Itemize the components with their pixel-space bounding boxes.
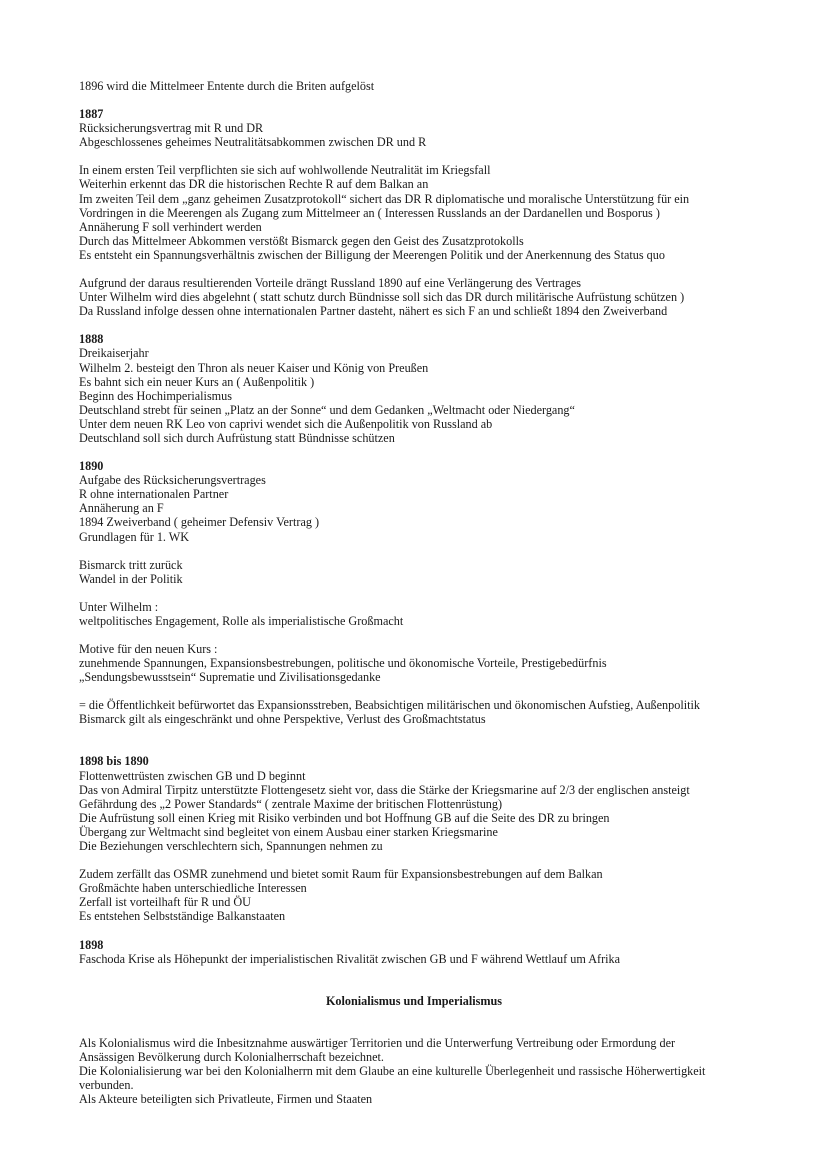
spacer: [79, 445, 749, 459]
text-line: Deutschland soll sich durch Aufrüstung statt Bündnisse schützen: [79, 430, 395, 445]
text-line: Weiterhin erkennt das DR die historischen Rechte R auf dem Balkan an: [79, 177, 429, 192]
text-line: Annäherung an F: [79, 501, 164, 516]
text-line: Es entstehen Selbstständige Balkanstaaten: [79, 909, 286, 924]
text-line: Großmächte haben unterschiedliche Interessen: [79, 881, 307, 896]
text-line: Faschoda Krise als Höhepunkt der imperialistischen Rivalität zwischen GB und F während Wettlauf um Afrika: [79, 951, 621, 966]
spacer: [79, 966, 749, 994]
text-line: Es bahnt sich ein neuer Kurs an ( Außenpolitik ): [79, 374, 315, 389]
text-line: 1896 wird die Mittelmeer Entente durch die Briten aufgelöst: [79, 79, 375, 93]
text-line: Im zweiten Teil dem „ganz geheimen Zusatzprotokoll“ sichert das DR R diplomatische und moralische Unterstützung für ein: [79, 191, 690, 206]
spacer: [79, 684, 749, 698]
text-line: Annäherung F soll verhindert werden: [79, 219, 262, 234]
spacer: [79, 1008, 749, 1036]
text-line: 1894 Zweiverband ( geheimer Defensiv Vertrag ): [79, 515, 320, 530]
spacer: [79, 544, 749, 558]
text-line: Die Kolonialisierung war bei den Kolonialherrn mit dem Glaube an eine kulturelle Überlegenheit und rassische Höherwertigkeit: [79, 1063, 706, 1078]
text-line: Motive für den neuen Kurs :: [79, 642, 218, 656]
text-line: Deutschland strebt für seinen „Platz an der Sonne“ und dem Gedanken „Weltmacht oder Niedergang“: [79, 402, 575, 417]
text-line: Gefährdung des „2 Power Standards“ ( zentrale Maxime der britischen Flottenrüstung): [79, 796, 503, 811]
text-line: Unter dem neuen RK Leo von caprivi wendet sich die Außenpolitik von Russland ab: [79, 416, 493, 431]
spacer: [79, 262, 749, 276]
text-line: Rücksicherungsvertrag mit R und DR: [79, 121, 264, 136]
text-line: Grundlagen für 1. WK: [79, 529, 190, 544]
text-line: Die Beziehungen verschlechtern sich, Spannungen nehmen zu: [79, 839, 383, 854]
spacer: [79, 628, 749, 642]
section-heading: 1898 bis 1890: [79, 754, 149, 769]
text-line: Als Kolonialismus wird die Inbesitznahme auswärtiger Territorien und die Unterwerfung Vertreibung oder Ermordung der: [79, 1035, 676, 1050]
chapter-title: Kolonialismus und Imperialismus: [325, 993, 503, 1008]
text-line: R ohne internationalen Partner: [79, 487, 229, 502]
text-line: „Sendungsbewusstsein“ Suprematie und Zivilisationsgedanke: [79, 670, 381, 685]
spacer: [79, 726, 749, 754]
spacer: [79, 149, 749, 163]
text-line: Zudem zerfällt das OSMR zunehmend und bietet somit Raum für Expansionsbestrebungen auf dem Balkan: [79, 867, 603, 882]
text-line: Die Aufrüstung soll einen Krieg mit Risiko verbinden und bot Hoffnung GB auf die Seite des DR zu bringen: [79, 810, 610, 825]
spacer: [79, 853, 749, 867]
text-line: In einem ersten Teil verpflichten sie sich auf wohlwollende Neutralität im Kriegsfall: [79, 163, 491, 178]
text-line: Als Akteure beteiligten sich Privatleute, Firmen und Staaten: [79, 1092, 373, 1107]
text-line: Durch das Mittelmeer Abkommen verstößt Bismarck gegen den Geist des Zusatzprotokolls: [79, 233, 524, 248]
text-line: Aufgabe des Rücksicherungsvertrages: [79, 473, 266, 488]
text-line: Wandel in der Politik: [79, 571, 183, 586]
text-line: zunehmende Spannungen, Expansionsbestrebungen, politische und ökonomische Vorteile, Prestigebedürfnis: [79, 656, 607, 671]
section-heading: 1888: [79, 332, 104, 347]
spacer: [79, 924, 749, 938]
text-line: Aufgrund der daraus resultierenden Vorteile drängt Russland 1890 auf eine Verlängerung des Vertrages: [79, 276, 582, 291]
spacer: [79, 586, 749, 600]
text-line: = die Öffentlichkeit befürwortet das Expansionsstreben, Beabsichtigen militärischen und ökonomischen Aufstieg, Außenpolitik: [79, 698, 700, 713]
text-line: Unter Wilhelm :: [79, 599, 159, 614]
text-line: Übergang zur Weltmacht sind begleitet von einem Ausbau einer starken Kriegsmarine: [79, 824, 498, 839]
text-line: Abgeschlossenes geheimes Neutralitätsabkommen zwischen DR und R: [79, 135, 427, 150]
section-heading: 1890: [79, 459, 104, 474]
text-line: Beginn des Hochimperialismus: [79, 388, 232, 403]
spacer: [79, 318, 749, 332]
text-line: Unter Wilhelm wird dies abgelehnt ( statt schutz durch Bündnisse soll sich das DR durch militärische Aufrüstung schützen ): [79, 290, 685, 305]
text-line: verbunden.: [79, 1078, 134, 1093]
text-line: weltpolitisches Engagement, Rolle als imperialistische Großmacht: [79, 613, 404, 628]
text-line: Bismarck gilt als eingeschränkt und ohne Perspektive, Verlust des Großmachtstatus: [79, 712, 486, 727]
text-line: Bismarck tritt zurück: [79, 557, 183, 572]
spacer: [79, 93, 749, 107]
text-line: Flottenwettrüsten zwischen GB und D beginnt: [79, 768, 306, 783]
text-line: Da Russland infolge dessen ohne internationalen Partner dasteht, nähert es sich F an und schließt 1894 den Zweiverband: [79, 304, 668, 319]
text-line: Zerfall ist vorteilhaft für R und ÖU: [79, 895, 251, 910]
text-line: Das von Admiral Tirpitz unterstützte Flottengesetz sieht vor, dass die Stärke der Kriegsmarine auf 2/3 der englischen ansteigt: [79, 782, 690, 797]
text-line: Vordringen in die Meerengen als Zugang zum Mittelmeer an ( Interessen Russlands an der Dardanellen und Bosporus ): [79, 205, 660, 220]
section-heading: 1898: [79, 937, 104, 952]
section-heading: 1887: [79, 107, 104, 122]
text-line: Wilhelm 2. besteigt den Thron als neuer Kaiser und König von Preußen: [79, 360, 429, 375]
text-line: Dreikaiserjahr: [79, 346, 149, 361]
text-line: Ansässigen Bevölkerung durch Kolonialherrschaft bezeichnet.: [79, 1049, 384, 1064]
text-line: Es entsteht ein Spannungsverhältnis zwischen der Billigung der Meerengen Politik und der Anerkennung des Status quo: [79, 247, 665, 262]
document-page: [79, 79, 749, 1106]
